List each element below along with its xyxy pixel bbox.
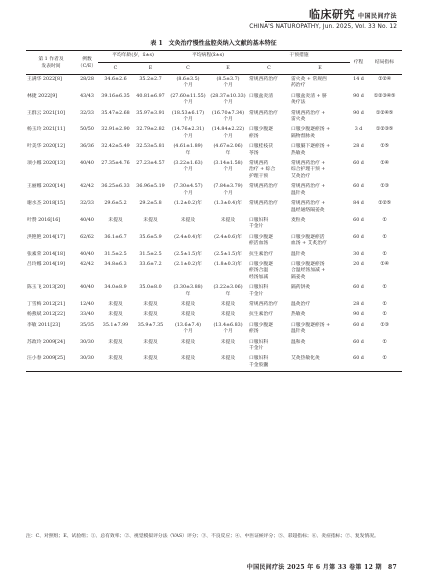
intervention-c-cell: 口服少腹逐 瘀汤合温 经汤加减 [249, 261, 273, 280]
author-cell: 汪小春 2009[25] [26, 354, 76, 371]
cases-cell: 28/28 [80, 77, 94, 82]
course-e-cell: (13.4±6.83) 个月 [213, 322, 243, 335]
course-e-cell: 未提及 [220, 217, 236, 223]
intervention-c-cell: 常规西药治疗 [249, 301, 278, 307]
age-c-cell: 未提及 [108, 217, 123, 223]
author-cell: 王丽娜 2020[14] [27, 184, 65, 190]
outcome-cell: ① [382, 312, 387, 318]
duration-cell: 60 d [353, 339, 364, 345]
author-cell: 丁雪梅 2012[21] [27, 301, 65, 307]
page-footer: 中国民间疗法 2025 年 6 月第 33 卷第 12 期 87 [246, 564, 397, 571]
author-cell: 张素荣 2014[18] [27, 251, 65, 257]
age-c-cell: 35.1±7.99 [102, 322, 129, 328]
duration-cell: 30 d [353, 251, 364, 257]
duration-cell: 60 d [353, 184, 364, 190]
course-c-cell: (1.2±0.2)年 [174, 201, 202, 207]
header-author: 第 1 作者及 发表时间 [26, 51, 76, 75]
course-c-cell: (8.6±3.5) 个月 [176, 77, 200, 89]
outcome-cell: ① [382, 251, 387, 257]
outcome-cell: ① [382, 234, 387, 240]
age-e-cell: 29.2±5.8 [139, 201, 162, 207]
course-e-cell: (16.70±7.34) 个月 [211, 110, 245, 123]
course-c-cell: 未提及 [168, 354, 208, 371]
age-e-cell: 35.6±5.9 [139, 234, 162, 240]
cases-cell: 12/40 [80, 301, 94, 307]
header-course: 平均病程(x̄±s) [168, 51, 248, 63]
journal-citation: CHINA'S NATUROPATHY, Jun. 2025, Vol. 33 No. 12 [249, 24, 397, 30]
outcome-cell: ①③ [380, 184, 389, 190]
age-e-cell: 31.5±2.5 [139, 251, 162, 257]
header-duration: 疗程 [350, 51, 367, 75]
course-e-cell: (2.5±1.5)年 [214, 251, 242, 257]
course-c-cell: 未提及 [180, 301, 196, 307]
intervention-c-cell: 口服妇科 千金片 [249, 217, 269, 230]
table-row [26, 159, 402, 182]
intervention-e-cell: 口服少腹逐瘀活 血汤 + 艾炙治疗 [291, 234, 327, 247]
duration-cell: 84 d [353, 201, 364, 207]
header-outcome: 结局指标 [367, 51, 402, 75]
intervention-e-cell: 口服少腹逐瘀汤 合温经汤加减 + 隔姜灸 [291, 261, 326, 280]
outcome-cell: ① [382, 339, 387, 345]
course-c-cell: (13.6±7.4) 个月 [174, 322, 202, 335]
header-age: 平均年龄(岁，x̄±s) [98, 51, 168, 63]
outcome-cell: ① [367, 354, 402, 371]
intervention-e-cell: 常规西药治疗 + 温经通络隔姜灸 [291, 201, 326, 213]
duration-cell: 60 d [350, 354, 367, 371]
outcome-cell: ①②④ [378, 77, 391, 82]
intervention-c-cell: 抗生素治疗 [249, 312, 273, 318]
outcome-cell: ①⑤ [380, 144, 389, 150]
course-c-cell: (2.5±1.5)年 [174, 251, 202, 257]
author-cell: 杨燕斌 2012[22] [27, 312, 65, 318]
author-cell: 王群云 2021[10] [27, 110, 65, 116]
subheader-intervention-e: E [290, 63, 350, 75]
age-e-cell: 未提及 [143, 339, 158, 345]
intervention-c-cell: 口服桂枝茯 苓汤 [249, 144, 273, 156]
age-e-cell: 35.2±2.7 [139, 77, 162, 82]
intervention-e-cell: 口服盆炎清 + 脐 灸疗法 [291, 93, 327, 106]
intervention-e-cell: 艾灸热敏化灸 [290, 354, 350, 371]
duration-cell: 90 d [353, 93, 364, 99]
table-row [26, 283, 402, 300]
table-row [26, 199, 402, 216]
age-e-cell: 35.0±8.0 [139, 285, 162, 291]
course-c-cell: (14.76±2.31) 个月 [171, 127, 205, 139]
outcome-cell: ① [382, 217, 387, 223]
course-c-cell: 未提及 [180, 312, 196, 318]
subheader-age-c: C [98, 63, 133, 75]
age-c-cell: 32.91±2.90 [101, 127, 130, 133]
age-c-cell: 未提及 [98, 354, 133, 371]
course-c-cell: (3.30±3.88) 年 [173, 285, 203, 297]
duration-cell: 60 d [353, 161, 364, 167]
age-e-cell: 35.97±3.91 [136, 110, 165, 116]
header-cases: 例数 （C/E） [76, 51, 98, 75]
age-e-cell: 未提及 [133, 354, 168, 371]
cases-cell: 40/40 [80, 161, 94, 167]
cases-cell: 32/33 [80, 201, 94, 207]
outcome-cell: ① [382, 285, 387, 291]
author-cell: 林捷 2022[9] [27, 93, 58, 99]
duration-cell: 90 d [353, 110, 364, 116]
header-rule [265, 21, 397, 22]
cases-cell: 42/42 [80, 261, 94, 267]
course-e-cell: 未提及 [220, 339, 236, 345]
age-c-cell: 36.1±6.7 [104, 234, 127, 240]
author-cell: 谢水杰 2018[15] [27, 201, 65, 207]
intervention-e-cell: 温灸治疗 [291, 301, 311, 307]
table-row [26, 182, 402, 199]
characteristics-table [26, 50, 402, 372]
age-c-cell: 未提及 [108, 301, 123, 307]
author-cell: 吕玲娜 2014[19] [27, 261, 65, 267]
author-cell: 苏政玲 2009[24] [27, 339, 65, 345]
course-e-cell: (1.8±0.3)年 [214, 261, 242, 267]
intervention-e-cell: 口服膈下逐瘀汤 + 热敏灸 [291, 144, 331, 156]
duration-cell: 14 d [353, 77, 364, 82]
course-e-cell: (3.14±1.58) 个月 [213, 161, 243, 173]
subheader-course-e: E [208, 63, 248, 75]
cases-cell: 33/40 [80, 312, 94, 318]
course-e-cell: (2.4±0.6)年 [214, 234, 242, 240]
intervention-e-cell: 温和灸 [291, 339, 306, 345]
intervention-c-cell: 口服少腹逐 瘀汤 [249, 322, 273, 335]
table-row [26, 354, 402, 371]
table-row [26, 260, 402, 283]
age-c-cell: 34.0±8.9 [104, 285, 127, 291]
cases-cell: 62/62 [80, 234, 94, 240]
table-row [26, 310, 402, 320]
table-row [26, 92, 402, 109]
cases-cell: 32/33 [80, 110, 94, 116]
intervention-e-cell: 口服少腹逐瘀汤 + 温针灸 [291, 322, 331, 335]
age-c-cell: 未提及 [108, 339, 123, 345]
outcome-cell: ①③ [380, 322, 389, 328]
author-cell: 叶赞 2016[16] [27, 217, 61, 223]
age-c-cell: 39.16±6.35 [101, 93, 130, 99]
outcome-cell: ①④ [380, 161, 389, 167]
intervention-c-cell: 常规西药治疗 [249, 201, 278, 207]
duration-cell: 60 d [353, 285, 364, 291]
intervention-c-cell: 口服妇科 千金片 [249, 339, 269, 351]
intervention-c-cell: 常规西药治疗 [249, 77, 278, 82]
course-e-cell: (8.5±3.7) 个月 [216, 77, 240, 89]
cases-cell: 36/36 [80, 144, 94, 150]
table-row [26, 75, 402, 92]
course-e-cell: 未提及 [208, 354, 248, 371]
author-cell: 项小娜 2020[13] [27, 161, 65, 167]
cases-cell: 30/30 [76, 354, 98, 371]
author-cell: 洪艳艳 2014[17] [27, 234, 65, 240]
outcome-cell: ①④ [380, 261, 389, 267]
outcome-cell: ① [382, 301, 387, 307]
age-e-cell: 32.53±5.81 [136, 144, 165, 150]
course-c-cell: (18.53±6.17) 个月 [171, 110, 205, 123]
duration-cell: 28 d [353, 301, 364, 307]
duration-cell: 60 d [353, 322, 364, 328]
subheader-intervention-c: C [248, 63, 290, 75]
age-e-cell: 32.79±2.82 [136, 127, 165, 133]
subheader-course-c: C [168, 63, 208, 75]
intervention-c-cell: 常规西药治疗 [249, 184, 278, 190]
course-e-cell: (7.84±3.79) 个月 [213, 184, 243, 196]
course-c-cell: (4.61±1.89) 年 [173, 144, 203, 156]
course-c-cell: (7.30±4.57) 个月 [173, 184, 203, 196]
age-c-cell: 27.35±4.76 [101, 161, 130, 167]
duration-cell: 20 d [353, 261, 364, 267]
course-e-cell: (1.3±0.4)年 [214, 201, 242, 207]
subheader-age-e: E [133, 63, 168, 75]
course-c-cell: (27.60±11.55) 个月 [170, 93, 206, 106]
section-title-text: 临床研究 [308, 8, 355, 21]
intervention-c-cell: 抗生素治疗 [249, 251, 273, 257]
cases-cell: 42/42 [80, 184, 94, 190]
age-c-cell: 35.47±2.68 [101, 110, 130, 116]
age-e-cell: 33.6±7.2 [139, 261, 162, 267]
course-e-cell: (28.37±10.33) 个月 [210, 93, 246, 106]
course-e-cell: (4.67±2.06) 年 [213, 144, 243, 156]
course-c-cell: 未提及 [180, 339, 196, 345]
age-c-cell: 32.42±5.49 [101, 144, 130, 150]
intervention-c-cell: 口服少腹逐 瘀活血汤 [249, 234, 273, 247]
cases-cell: 40/40 [80, 217, 94, 223]
intervention-c-cell: 口服妇科 千金胶囊 [248, 354, 290, 371]
intervention-e-cell: 口服少腹逐瘀汤 + 隔物督脉灸 [291, 127, 331, 139]
age-c-cell: 34.6±2.6 [104, 77, 127, 82]
table-row [26, 300, 402, 310]
header-intervention: 干预措施 [248, 51, 350, 63]
cases-cell: 30/30 [80, 339, 94, 345]
course-e-cell: 未提及 [220, 312, 236, 318]
intervention-e-cell: 温针灸 [291, 251, 306, 257]
age-e-cell: 40.81±6.97 [136, 93, 165, 99]
author-cell: 陈玉飞 2013[20] [27, 285, 65, 291]
intervention-e-cell: 隔药饼灸 [291, 285, 311, 291]
age-e-cell: 未提及 [143, 312, 158, 318]
author-cell: 李敏 2011[23] [27, 322, 61, 328]
course-c-cell: (3.22±1.63) 个月 [173, 161, 203, 173]
table-row [26, 321, 402, 338]
intervention-e-cell: 常规西药治疗 + 温针灸 [291, 184, 326, 196]
table-row [26, 338, 402, 355]
age-c-cell: 36.25±6.33 [101, 184, 130, 190]
intervention-e-cell: 麦粒灸 [291, 217, 306, 223]
age-e-cell: 未提及 [143, 301, 158, 307]
cases-cell: 43/43 [80, 93, 94, 99]
age-e-cell: 未提及 [143, 217, 158, 223]
outcome-cell: ①②③④⑤ [373, 93, 396, 99]
outcome-cell: ①②④⑤ [375, 110, 394, 116]
duration-cell: 28 d [353, 144, 364, 150]
course-c-cell: (2.4±0.4)年 [174, 234, 202, 240]
age-c-cell: 未提及 [108, 312, 123, 318]
intervention-e-cell: 热敏灸 [291, 312, 306, 318]
table-row [26, 109, 402, 126]
cases-cell: 40/40 [80, 285, 94, 291]
duration-cell: 3 d [354, 127, 363, 133]
duration-cell: 90 d [353, 312, 364, 318]
table-row [26, 250, 402, 260]
author-cell: 杨玉玲 2021[11] [27, 127, 65, 133]
age-c-cell: 31.5±2.5 [104, 251, 127, 257]
age-e-cell: 35.9±7.35 [137, 322, 164, 328]
intervention-c-cell: 口服妇科 千金片 [249, 285, 269, 297]
age-e-cell: 27.23±4.57 [136, 161, 165, 167]
outcome-cell: ①②③⑤ [375, 127, 394, 133]
table-row [26, 125, 402, 142]
course-c-cell: 未提及 [180, 217, 196, 223]
age-c-cell: 34.8±6.3 [104, 261, 127, 267]
intervention-c-cell: 常规西药 治疗 + 综合 护理干预 [249, 161, 276, 179]
cases-cell: 35/35 [80, 322, 94, 328]
age-e-cell: 36.96±5.19 [136, 184, 165, 190]
intervention-e-cell: 常规西药治疗 + 综合护理干预 + 艾灸治疗 [291, 161, 326, 179]
journal-section-title [309, 6, 397, 22]
table-row [26, 142, 402, 159]
outcome-cell: ①②⑤ [378, 201, 391, 207]
table-row [26, 216, 402, 233]
intervention-c-cell: 口服盆炎清 [249, 93, 273, 99]
intervention-c-cell: 常规西药治疗 [249, 110, 278, 116]
intervention-c-cell: 口服少腹逐 瘀汤 [249, 127, 273, 139]
cases-cell: 40/40 [80, 251, 94, 257]
table-footnote: 注：C、对照组；E、试验组；①、总有效率；②、视觉模拟评分法（VAS）评分；③、不良反应；④、中医证候评分；⑤、彩超指标；⑥、炎症指标；⑦、复发情况。 [26, 534, 379, 539]
cases-cell: 50/50 [80, 127, 94, 133]
author-cell: 王满华 2022[8] [27, 77, 62, 82]
intervention-e-cell: 雷火灸 + 常规西 药治疗 [291, 77, 327, 89]
course-e-cell: (14.84±2.22) 个月 [211, 127, 245, 139]
course-c-cell: (2.1±0.2)年 [174, 261, 202, 267]
author-cell: 叶美华 2020[12] [27, 144, 65, 150]
duration-cell: 60 d [353, 217, 364, 223]
table-row [26, 233, 402, 250]
course-e-cell: (3.22±3.06) 年 [213, 285, 243, 297]
table-title: 表 1 文灸治疗慢性盆腔炎纳入文献的基本特征 [150, 40, 277, 47]
age-c-cell: 29.6±5.2 [104, 201, 127, 207]
course-e-cell: 未提及 [220, 301, 236, 307]
duration-cell: 60 d [353, 234, 364, 240]
journal-name-small: 中国民间疗法 [357, 13, 397, 20]
intervention-e-cell: 常规西药治疗 + 雷火灸 [291, 110, 326, 123]
